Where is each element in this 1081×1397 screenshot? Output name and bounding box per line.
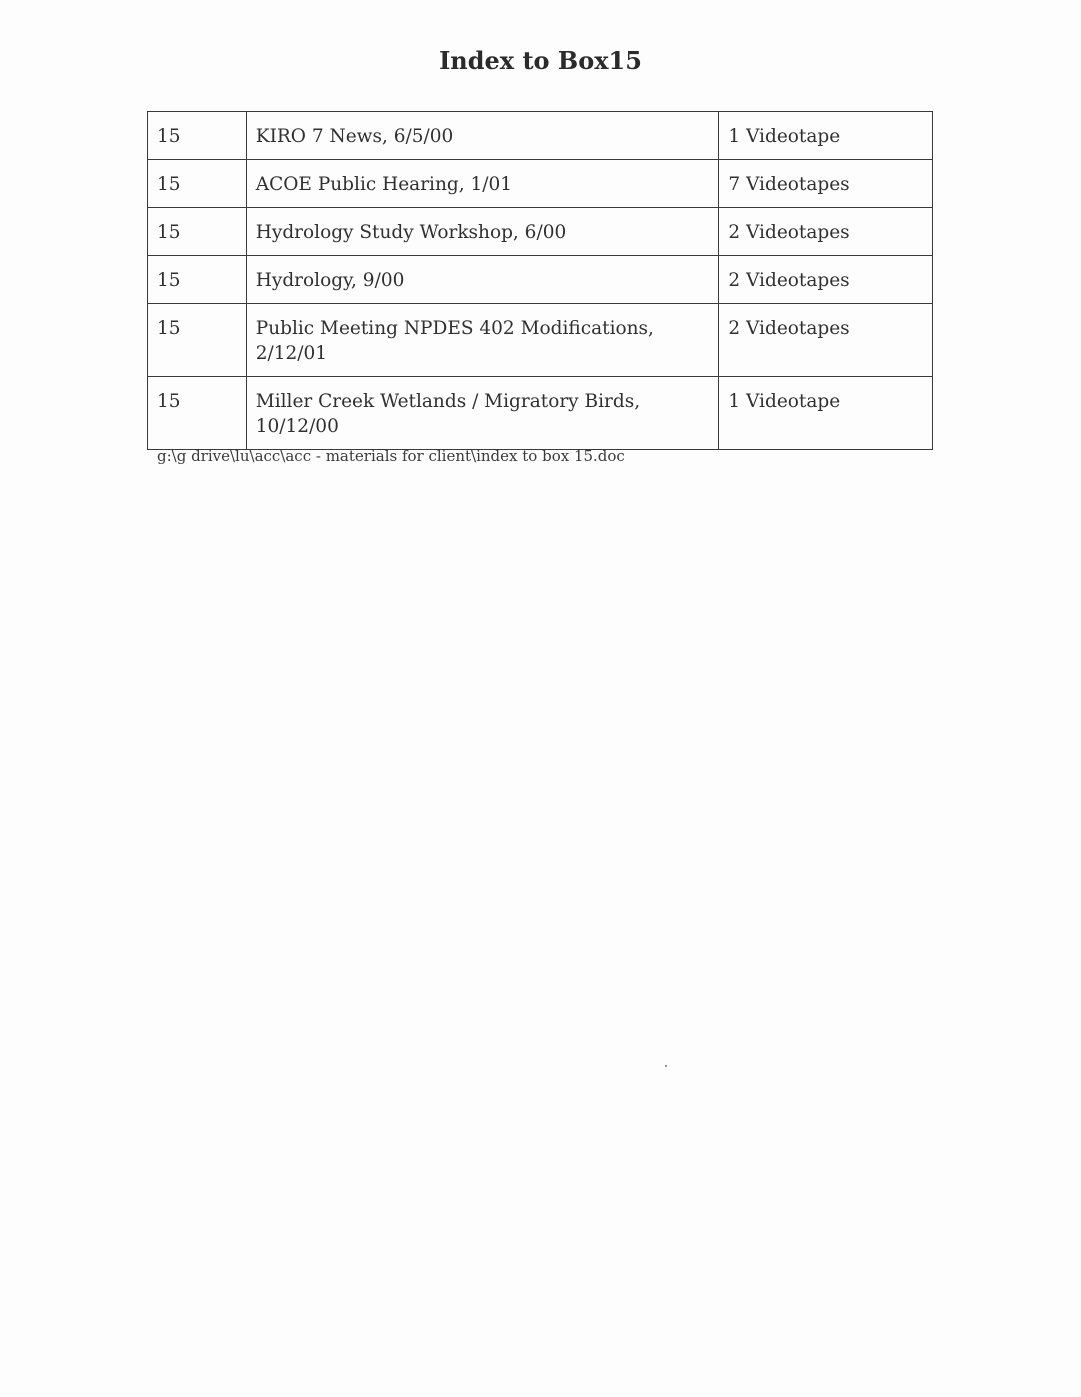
box-number-cell: 15 — [148, 377, 247, 450]
box-number-cell: 15 — [148, 304, 247, 377]
description-cell: Hydrology Study Workshop, 6/00 — [246, 208, 719, 256]
table-row — [148, 160, 933, 208]
table-row — [148, 256, 933, 304]
index-table — [147, 111, 933, 450]
quantity-cell: 2 Videotapes — [719, 208, 933, 256]
box-number-cell: 15 — [148, 208, 247, 256]
quantity-cell: 2 Videotapes — [719, 304, 933, 377]
quantity-cell: 7 Videotapes — [719, 160, 933, 208]
box-number-cell: 15 — [148, 160, 247, 208]
description-cell — [246, 377, 719, 450]
table-row — [148, 304, 933, 377]
box-number-cell: 15 — [148, 112, 247, 160]
scan-speck — [665, 1065, 667, 1067]
description-line: Public Meeting NPDES 402 Modifications, — [255, 318, 654, 339]
description-cell: ACOE Public Hearing, 1/01 — [246, 160, 719, 208]
quantity-cell: 2 Videotapes — [719, 256, 933, 304]
table-row — [148, 208, 933, 256]
description-cell — [246, 304, 719, 377]
description-line: 10/12/00 — [255, 416, 339, 437]
description-cell: KIRO 7 News, 6/5/00 — [246, 112, 719, 160]
table-row — [148, 377, 933, 450]
quantity-cell: 1 Videotape — [719, 112, 933, 160]
table-row — [148, 112, 933, 160]
description-line: 2/12/01 — [255, 343, 328, 364]
quantity-cell: 1 Videotape — [719, 377, 933, 450]
description-line: Miller Creek Wetlands / Migratory Birds, — [255, 391, 641, 412]
description-cell: Hydrology, 9/00 — [246, 256, 719, 304]
box-number-cell: 15 — [148, 256, 247, 304]
file-path-footer: g:\g drive\lu\acc\acc - materials for client\index to box 15.doc — [157, 447, 625, 465]
page-title: Index to Box15 — [439, 46, 642, 75]
